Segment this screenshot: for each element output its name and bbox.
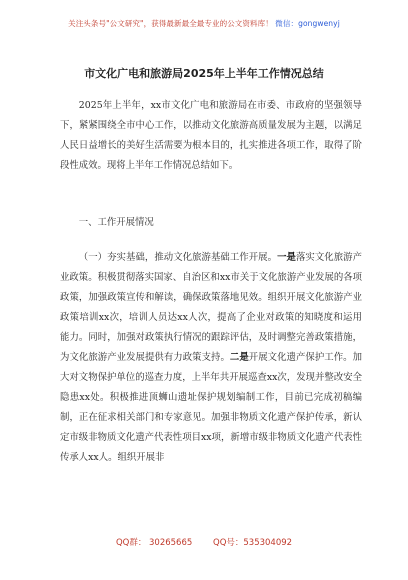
- intro-section: [60, 96, 362, 176]
- footer-contacts: [0, 536, 408, 548]
- item1-paragraph: [60, 248, 362, 468]
- intro-paragraph: 2025年上半年，xx市文化广电和旅游局在市委、市政府的坚强领导下，紧紧围绕全市中心工作，以推动文化旅游高质量发展为主题，以满足人民日益增长的美好生活需要为根本目的，扎实推进各项工作，取得了阶段性成效。现将上半年工作情况总结如下。: [60, 100, 362, 171]
- item1-section: [60, 248, 362, 468]
- item1-sub1-text: 落实文化旅游产业政策。积极贯彻落实国家、自治区和xx市关于文化旅游产业发展的各项政策，加强政策宣传和解读，确保政策落地见效。组织开展文化旅游产业政策培训xx次，培训人员达xx人次，提高了企业对政策的知晓度和运用能力。同时，加强对政策执行情况的跟踪评估，及时调整完善政策措施，为文化旅游产业发展提供有力政策支持。: [60, 252, 362, 363]
- item1-sub1-label: 一是: [277, 252, 296, 263]
- document-title: 市文化广电和旅游局2025年上半年工作情况总结: [84, 67, 324, 80]
- footer-qq-number: QQ号：535304092: [213, 538, 293, 548]
- item1-sub2-label: 二是: [229, 352, 249, 363]
- banner-wechat: 微信：gongwenyj: [275, 19, 340, 28]
- banner-text: 关注头条号"公文研究"，获得最新最全最专业的公文资料库！: [68, 19, 273, 28]
- section-heading-block: [60, 213, 362, 233]
- footer-qq-group: QQ群： 30265665: [115, 538, 193, 548]
- section-heading: 一、工作开展情况: [78, 217, 154, 228]
- item1-sub2-text: 开展文化遗产保护工作。加大对文物保护单位的巡查力度，上半年共开展巡查xx次，发现并整改安全隐患xx处。积极推进顶蛳山遗址保护规划编制工作，目前已完成初稿编制，正在征求相关部门和专家意见。加强非物质文化遗产保护传承，新认定市级非物质文化遗产代表性项目xx项，新增市级非物质文化遗产代表性传承人xx人。组织开展非: [60, 352, 362, 463]
- top-banner: [0, 18, 408, 29]
- item1-lead: （一）夯实基础，推动文化旅游基础工作开展。: [78, 252, 278, 263]
